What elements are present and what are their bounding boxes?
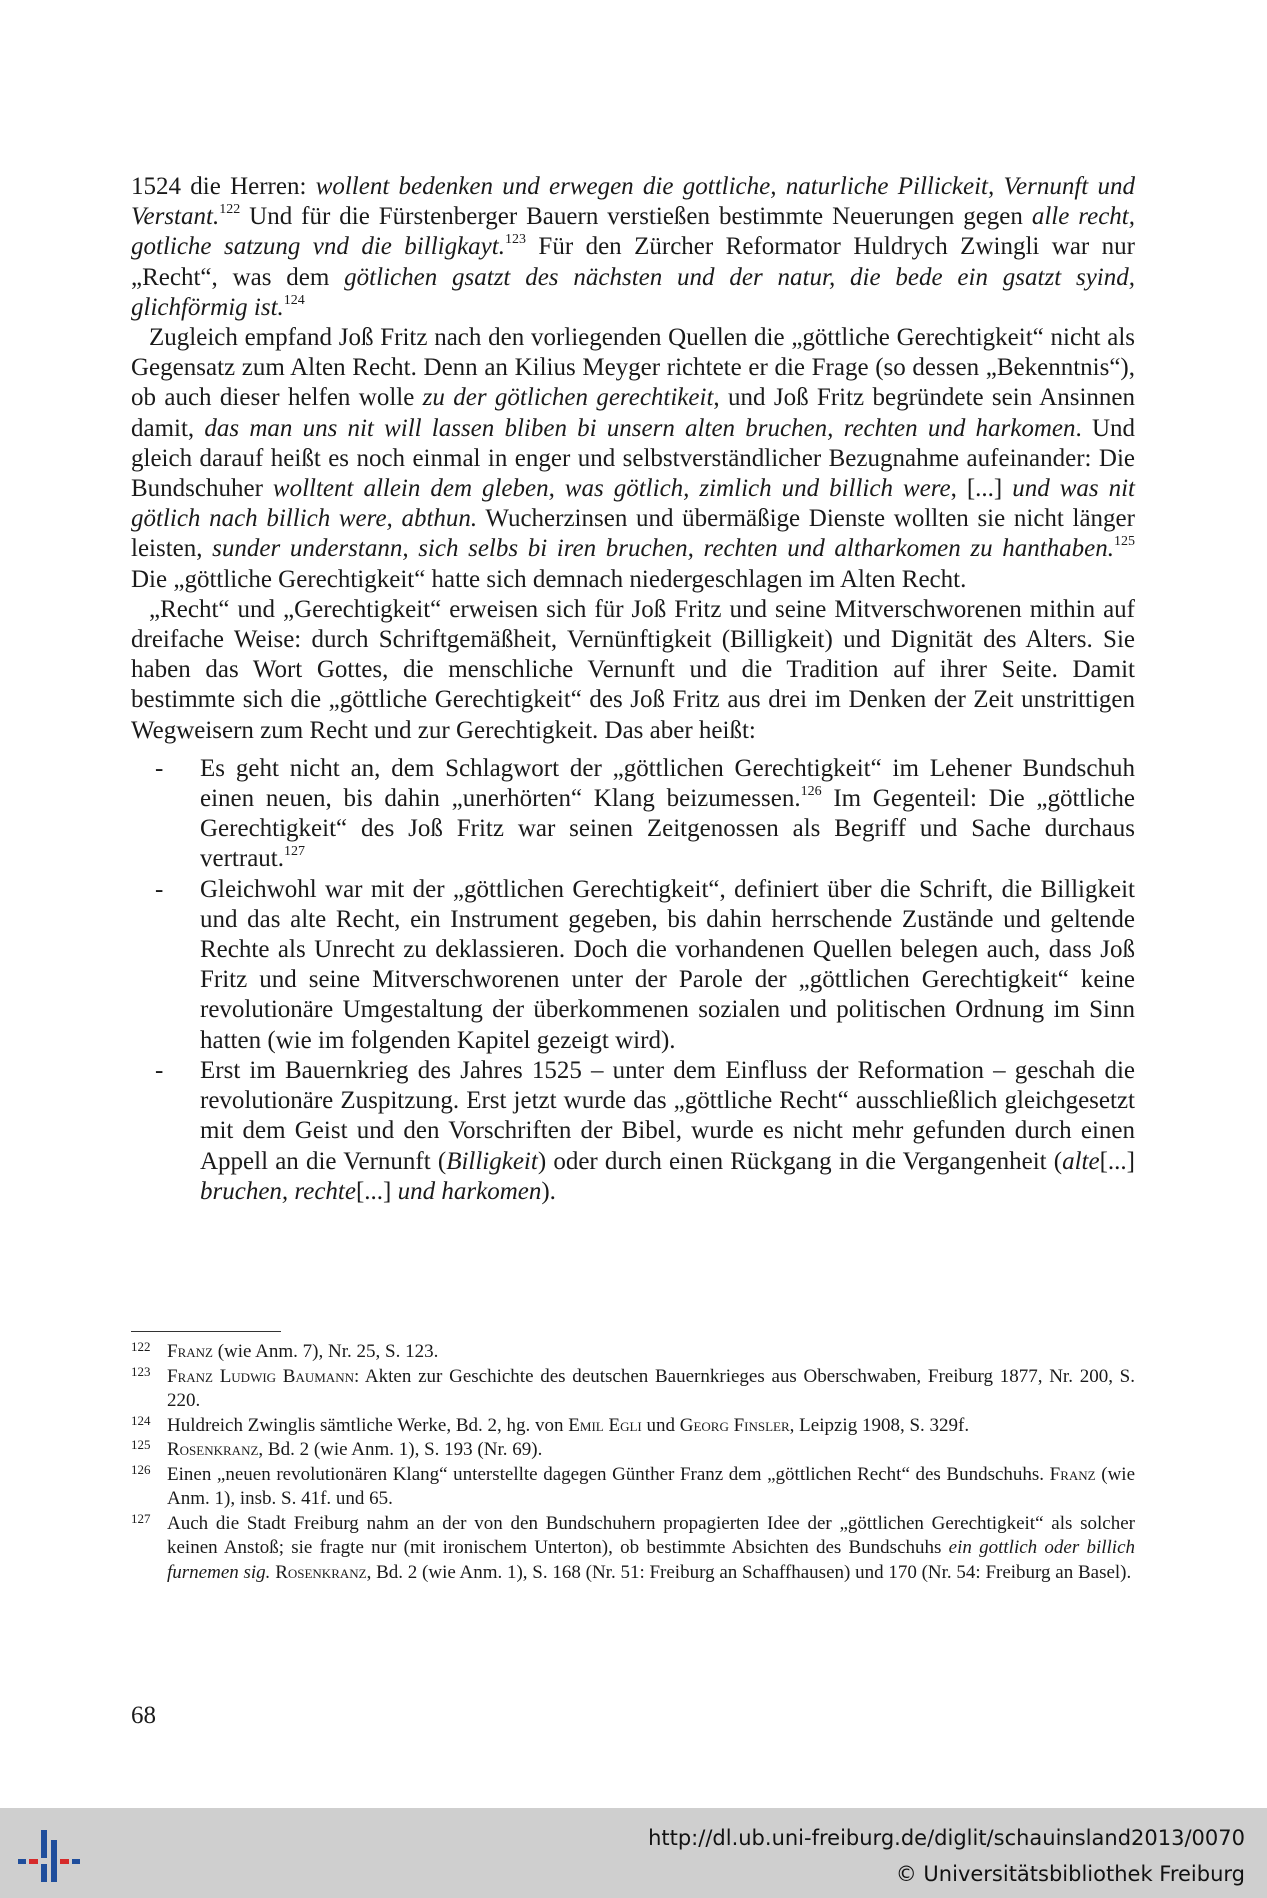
- text-span: Huldreich Zwinglis sämtliche Werke, Bd. 2, hg. von: [167, 1414, 569, 1436]
- quote-span: und harkomen: [397, 1177, 542, 1205]
- text-span: [...]: [355, 1177, 398, 1205]
- dash-marker: -: [155, 1056, 164, 1084]
- quote-span: zu der götlichen gerechtikeit: [422, 384, 714, 412]
- author-name: Franz Ludwig Baumann: [167, 1365, 354, 1387]
- quote-span: alte: [1062, 1147, 1100, 1175]
- text-span: ).: [541, 1177, 556, 1205]
- bullet-item-3: [131, 1056, 1135, 1207]
- author-name: Franz: [167, 1341, 213, 1362]
- quote-span: bruchen, rechte: [200, 1177, 356, 1205]
- text-span: , Bd. 2 (wie Anm. 1), S. 168 (Nr. 51: Freiburg an Schaffhausen) und 170 (Nr. 54: Freiburg an Basel).: [366, 1561, 1132, 1583]
- footnote-126: [131, 1463, 1135, 1512]
- text-span: , [...]: [950, 475, 1013, 503]
- text-span: 1524 die Herren:: [131, 173, 316, 200]
- copyright-text: © Universitätsbibliothek Freiburg: [895, 1862, 1245, 1886]
- footnote-ref[interactable]: 123: [504, 232, 526, 248]
- ub-freiburg-logo-icon[interactable]: [18, 1822, 82, 1886]
- footnote-ref[interactable]: 125: [1114, 534, 1135, 550]
- dash-marker: -: [155, 754, 164, 782]
- footnote-ref[interactable]: 122: [219, 202, 241, 218]
- text-span: , Bd. 2 (wie Anm. 1), S. 193 (Nr. 69).: [258, 1439, 543, 1460]
- footnote-divider: [131, 1331, 281, 1332]
- footnote-123: [131, 1365, 1135, 1414]
- text-span: Auch die Stadt Freiburg nahm an der von den Bundschuhern propagierten Idee der „göttlichen Gerechtigkeit“ als solcher keinen Anstoß; sie fragte nur (mit ironischem Unterton), ob bestimmte Absichten des Bundschuhs: [167, 1512, 1135, 1558]
- footnote-number: 126: [131, 1461, 151, 1477]
- author-name: Emil Egli: [568, 1414, 642, 1436]
- author-name: Rosenkranz: [167, 1439, 259, 1460]
- source-url[interactable]: http://dl.ub.uni-freiburg.de/diglit/schauinsland2013/0070: [648, 1826, 1245, 1850]
- text-span: Und für die Fürstenberger Bauern verstießen bestimmte Neuerungen gegen: [240, 203, 1032, 231]
- text-span: Die „göttliche Gerechtigkeit“ hatte sich demnach niedergeschlagen im Alten Recht.: [131, 565, 967, 593]
- text-span: Es geht nicht an, dem Schlagwort der „göttlichen Gerechtigkeit“ im Lehener Bundschuh einen neuen, bis dahin „unerhörten“ Klang beizumessen.: [200, 754, 1135, 813]
- author-name: Franz: [1049, 1463, 1096, 1485]
- author-name: Georg Finsler: [679, 1414, 790, 1436]
- bullet-list: [131, 754, 1135, 1207]
- text-span: : Akten zur Geschichte des deutschen Bauernkrieges aus Oberschwaben, Freiburg 1877, Nr. 200, S. 220.: [167, 1365, 1135, 1411]
- text-span: , Leipzig 1908, S. 329f.: [789, 1414, 970, 1436]
- text-span: ) oder durch einen Rückgang in die Vergangenheit (: [537, 1147, 1063, 1175]
- footnote-ref[interactable]: 126: [800, 784, 822, 800]
- text-span: und: [641, 1414, 680, 1436]
- paragraph-3: „Recht“ und „Gerechtigkeit“ erweisen sich für Joß Fritz und seine Mitverschworenen mithin auf dreifache Weise: durch Schriftgemäßheit, Vernünftigkeit (Billigkeit) und Dignität des Alters. Sie haben das Wort Gottes, die menschliche Vernunft und die Tradition auf ihrer Seite. Damit bestimmte sich die „göttliche Gerechtigkeit“ des Joß Fritz aus drei im Denken der Zeit unstrittigen Wegweisern zum Recht und zur Gerechtigkeit. Das aber heißt:: [131, 595, 1135, 744]
- footnote-number: 122: [131, 1339, 151, 1354]
- footnote-number: 123: [131, 1363, 151, 1379]
- footnote-122: [131, 1340, 1135, 1365]
- quote-span: und was nit götlich nach billich were, abthun.: [131, 475, 1136, 533]
- page-number: 68: [131, 1702, 156, 1729]
- main-text: [131, 172, 1135, 1207]
- quote-span: wolltent allein dem gleben, was götlich, zimlich und billich were: [272, 475, 951, 503]
- quote-span: alle recht, gotliche satzung vnd die billigkayt.: [131, 203, 1135, 261]
- footnote-ref[interactable]: 127: [283, 844, 305, 860]
- footnote-number: 125: [131, 1437, 151, 1452]
- author-name: Rosenkranz: [275, 1561, 367, 1583]
- quote-span: götlichen gsatzt des nächsten und der natur, die bede ein gsatzt syind, glichförmig ist.: [131, 263, 1135, 321]
- quote-span: sunder understann, sich selbs bi iren bruchen, rechten und altharkomen zu hanthaben.: [212, 535, 1114, 563]
- quote-span: Billigkeit: [446, 1147, 538, 1175]
- quote-span: wollent bedenken und erwegen die gottliche, naturliche Pillickeit, Vernunft und Verstant.: [131, 173, 1135, 231]
- text-span: . Und gleich darauf heißt es noch einmal in enger und selbstverständlicher Bezugnahme aufeinander: Die Bundschuher: [131, 414, 1135, 503]
- bullet-item-1: [131, 754, 1135, 875]
- text-span: [...]: [1099, 1147, 1136, 1175]
- dash-marker: -: [155, 875, 164, 903]
- text-span: (wie Anm. 7), Nr. 25, S. 123.: [212, 1341, 439, 1362]
- paragraph-1: [131, 172, 1135, 323]
- footnote-number: 124: [131, 1412, 151, 1428]
- text-span: , und Joß Fritz begründete sein Ansinnen damit,: [131, 384, 1135, 442]
- footnote-ref[interactable]: 124: [283, 292, 305, 308]
- footnote-124: [131, 1414, 1135, 1439]
- text-span: Einen „neuen revolutionären Klang“ unterstellte dagegen Günther Franz dem „göttlichen Recht“ des Bundschuhs.: [167, 1463, 1050, 1485]
- footnote-number: 127: [131, 1510, 151, 1526]
- footer-bar: [0, 1808, 1267, 1898]
- text-span: Zugleich empfand Joß Fritz nach den vorliegenden Quellen die „göttliche Gerechtigkeit“ nicht als Gegensatz zum Alten Recht. Denn an Kilius Meyger richtete er die Frage (so dessen „Bekenntnis“), ob auch dieser helfen wolle: [131, 324, 1135, 412]
- quote-span: ein gottlich oder billich furnemen sig.: [167, 1537, 1136, 1583]
- text-span: (wie Anm. 1), insb. S. 41f. und 65.: [167, 1463, 1136, 1509]
- text-span: Erst im Bauernkrieg des Jahres 1525 – unter dem Einfluss der Reformation – geschah die revolutionäre Zuspitzung. Erst jetzt wurde das „göttliche Recht“ ausschließlich gleichgesetzt mit dem Geist und den Vorschriften der Bibel, wurde es nicht mehr gefunden durch einen Appell an die Vernunft (: [200, 1056, 1135, 1175]
- quote-span: das man uns nit will lassen bliben bi unsern alten bruchen, rechten und harkomen: [204, 414, 1076, 442]
- text-span: Gleichwohl war mit der „göttlichen Gerechtigkeit“, definiert über die Schrift, die Billigkeit und das alte Recht, ein Instrument gegeben, bis dahin herrschende Zustände und geltende Rechte als Unrecht zu deklassieren. Doch die vorhandenen Quellen belegen auch, dass Joß Fritz und seine Mitverschworenen unter der Parole der „göttlichen Gerechtigkeit“ keine revolutionäre Umgestaltung der überkommenen sozialen und politischen Ordnung im Sinn hatten (wie im folgenden Kapitel gezeigt wird).: [200, 875, 1135, 1054]
- text-span: Im Gegenteil: Die „göttliche Gerechtigkeit“ des Joß Fritz war seinen Zeitgenossen als Begriff und Sache durchaus vertraut.: [200, 785, 1135, 873]
- paragraph-2: [131, 323, 1135, 595]
- footnote-127: [131, 1512, 1135, 1586]
- footnote-125: [131, 1438, 1135, 1463]
- text-span: Für den Zürcher Reformator Huldrych Zwingli war nur „Recht“, was dem: [131, 233, 1136, 291]
- text-span: Wucherzinsen und übermäßige Dienste wollten sie nicht länger leisten,: [131, 505, 1135, 563]
- footnotes: [131, 1340, 1135, 1585]
- bullet-item-2: [131, 875, 1135, 1056]
